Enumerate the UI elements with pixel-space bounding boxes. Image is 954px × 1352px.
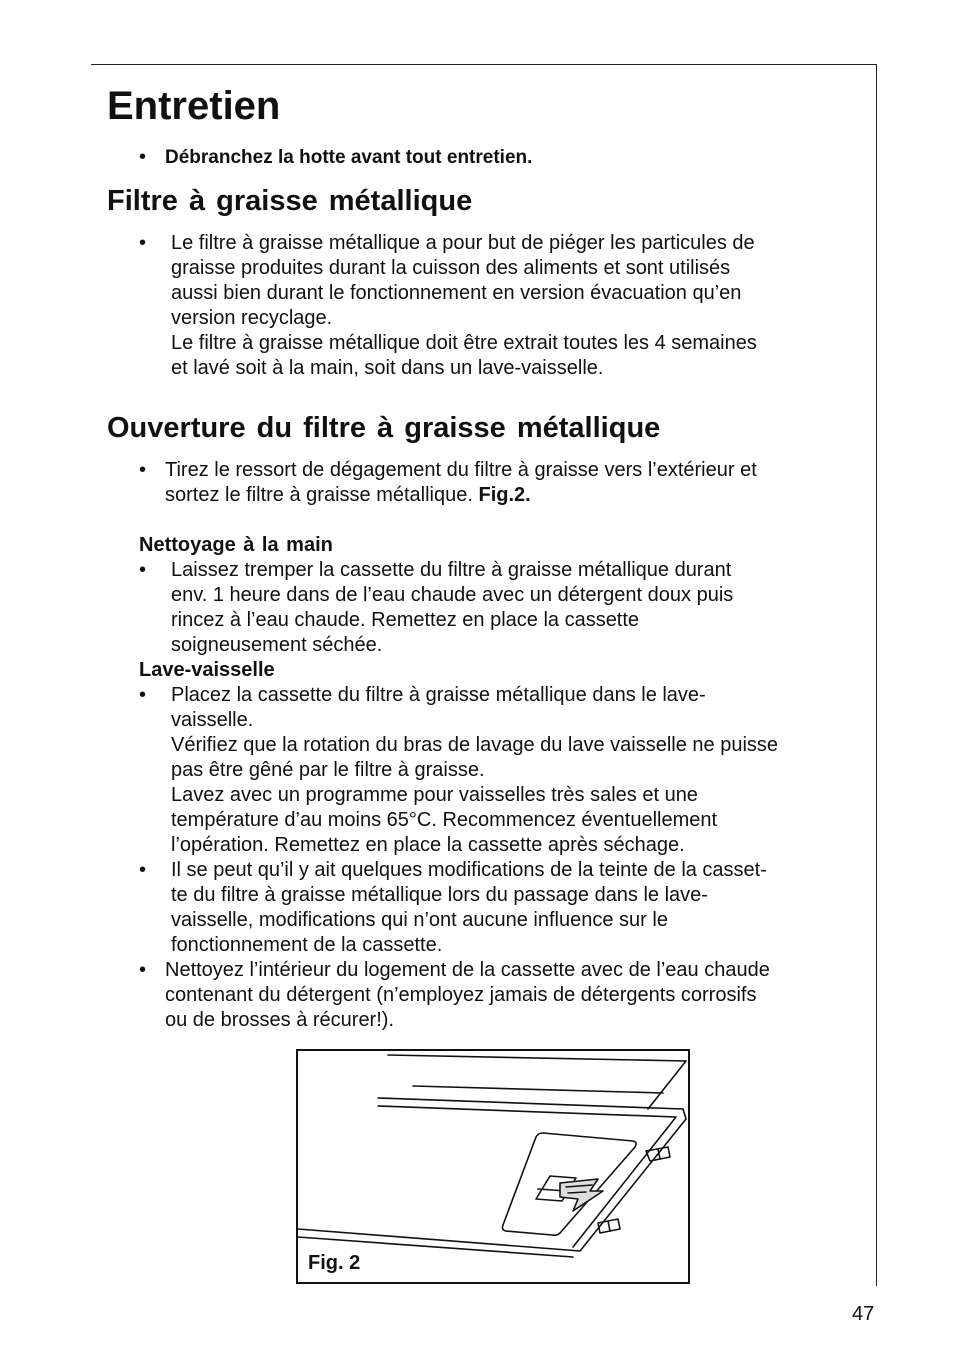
text-line: version recyclage.	[171, 307, 333, 329]
text-line: l’opération. Remettez en place la cassette après séchage.	[171, 834, 685, 856]
section-heading-filter: Filtre à graisse métallique	[107, 185, 473, 217]
text-line: et lavé soit à la main, soit dans un lave-vaisselle.	[171, 357, 604, 379]
subheading-hand-wash: Nettoyage à la main	[139, 534, 333, 556]
text-line: soigneusement séchée.	[171, 634, 383, 656]
hood-edge-line	[413, 1086, 663, 1093]
dishwasher-text-1	[139, 683, 778, 858]
pull-arrow-hatch	[568, 1192, 586, 1193]
text-line	[165, 483, 757, 508]
text-line: graisse produites durant la cuisson des aliments et sont utilisés	[171, 257, 731, 279]
dishwasher-text-2	[139, 858, 767, 958]
section1-text	[139, 231, 757, 381]
figure-reference: Fig.2.	[478, 484, 531, 506]
text-line: Nettoyez l’intérieur du logement de la cassette avec de l’eau chaude	[165, 959, 770, 981]
dishwasher-bullet-1	[139, 683, 778, 858]
bullet-dot: •	[139, 232, 147, 254]
bullet-dot: •	[139, 559, 147, 581]
text-fragment: sortez le filtre à graisse métallique.	[165, 484, 473, 506]
dishwasher-text-3	[139, 958, 770, 1033]
dishwasher-bullet-3	[139, 958, 770, 1033]
text-line: Tirez le ressort de dégagement du filtre à graisse vers l’extérieur et	[165, 459, 757, 481]
bullet-dot: •	[139, 459, 147, 481]
intro-bullet	[139, 145, 532, 170]
figure-grease-filter	[296, 1049, 690, 1284]
figure-label: Fig. 2	[308, 1252, 361, 1274]
page-number: 47	[852, 1303, 875, 1325]
right-rule	[876, 64, 877, 1286]
text-line: env. 1 heure dans de l’eau chaude avec un détergent doux puis	[171, 584, 734, 606]
section2-text	[139, 458, 757, 508]
section1-bullet	[139, 231, 757, 381]
subheading-dishwasher: Lave-vaisselle	[139, 659, 275, 681]
side-clip	[608, 1221, 610, 1231]
pull-arrow	[560, 1179, 603, 1211]
hood-edge-line	[648, 1061, 686, 1109]
text-line: vaisselle, modifications qui n’ont aucune influence sur le	[171, 909, 668, 931]
section2-bullet	[139, 458, 757, 508]
text-line: Laissez tremper la cassette du filtre à graisse métallique durant	[171, 559, 732, 581]
bullet-dot: •	[139, 146, 147, 168]
section-heading-opening: Ouverture du filtre à graisse métallique	[107, 412, 661, 444]
text-line: Il se peut qu’il y ait quelques modifications de la teinte de la casset-	[171, 859, 767, 881]
text-line: vaisselle.	[171, 709, 254, 731]
text-line: aussi bien durant le fonctionnement en version évacuation qu’en	[171, 282, 742, 304]
bullet-dot: •	[139, 959, 147, 981]
hood-edge-line	[388, 1055, 686, 1061]
text-line: fonctionnement de la cassette.	[171, 934, 443, 956]
text-line: Lavez avec un programme pour vaisselles très sales et une	[171, 784, 698, 806]
intro-text: Débranchez la hotte avant tout entretien.	[165, 147, 533, 168]
filter-illustration	[298, 1051, 688, 1282]
text-line: Le filtre à graisse métallique a pour but de piéger les particules de	[171, 232, 755, 254]
text-line: pas être gêné par le filtre à graisse.	[171, 759, 485, 781]
text-line: Vérifiez que la rotation du bras de lavage du lave vaisselle ne puisse	[171, 734, 779, 756]
text-line: rincez à l’eau chaude. Remettez en place la cassette	[171, 609, 640, 631]
bullet-dot: •	[139, 684, 147, 706]
text-line: Le filtre à graisse métallique doit être extrait toutes les 4 semaines	[171, 332, 757, 354]
text-line: Placez la cassette du filtre à graisse métallique dans le lave-	[171, 684, 706, 706]
text-line: température d’au moins 65°C. Recommencez éventuellement	[171, 809, 718, 831]
hand-wash-text	[139, 558, 733, 658]
page-title: Entretien	[107, 84, 281, 128]
top-rule	[91, 64, 877, 65]
bullet-dot: •	[139, 859, 147, 881]
text-line: contenant du détergent (n’employez jamais de détergents corrosifs	[165, 984, 757, 1006]
text-line: ou de brosses à récurer!).	[165, 1009, 394, 1031]
text-line: te du filtre à graisse métallique lors du passage dans le lave-	[171, 884, 708, 906]
dishwasher-bullet-2	[139, 858, 767, 958]
hand-wash-bullet	[139, 558, 733, 658]
